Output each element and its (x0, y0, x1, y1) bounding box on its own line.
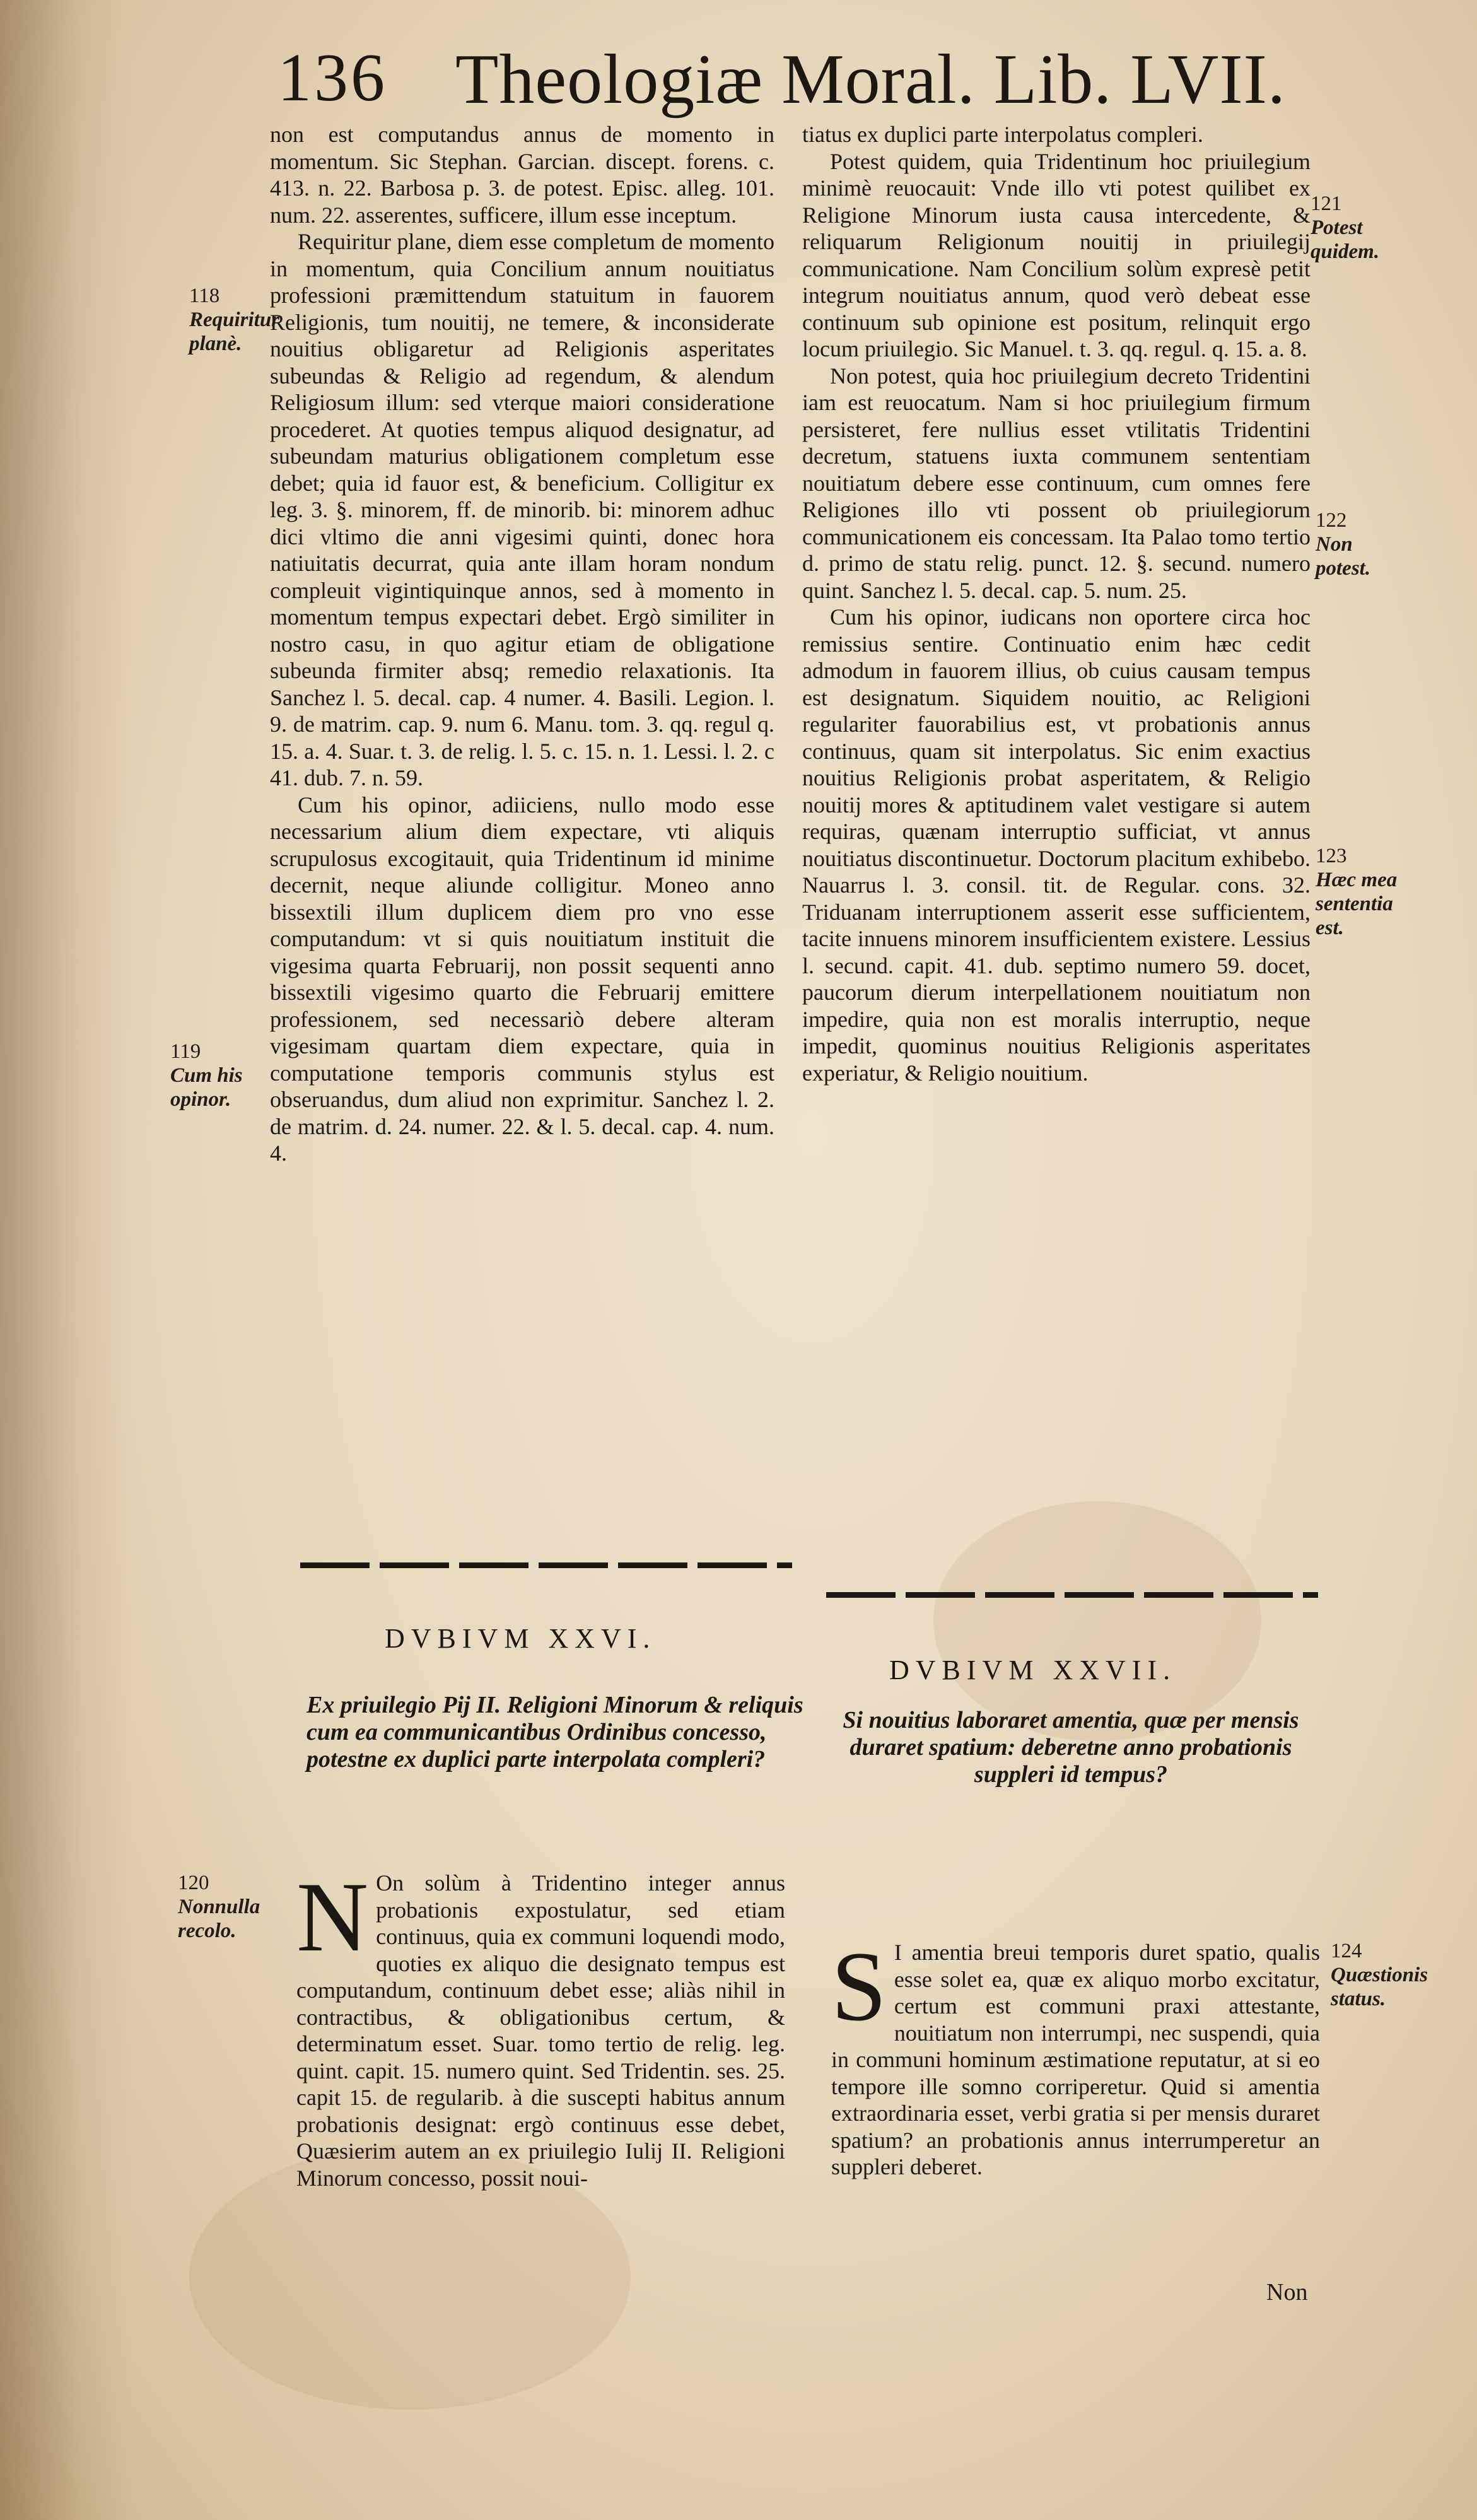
drop-cap: S (831, 1931, 887, 2042)
gutter-shadow (0, 0, 132, 2520)
dubium-27-question: Si nouitius laboraret amentia, quæ per mensis duraret spatium: deberetne anno probationis suppleri id tempus? (843, 1707, 1299, 1788)
margin-note-number: 124 (1331, 1940, 1362, 1962)
paper-stain (933, 1501, 1261, 1741)
margin-note-text: Potest quidem. (1311, 216, 1380, 263)
paragraph: Cum his opinor, iudicans non oportere circa hoc remissius sentire. Continuatio enim hæc cedit admodum in fauorem illius, ob cuius causam tempus est designatum. Siquidem nouitio, ac Religioni regulariter fauorabilius est, vt probationis annus continuus, quam sit interpolatus. Sic enim exactius nouitius Religionis probat asperitatem, & Religio nouitij mores & aptitudinem valet vestigare si autem requiras, quænam interruptio sufficiat, vt annus nouitiatus discontinuetur. Doctorum placitum exhibebo. Nauarrus l. 3. consil. tit. de Regular. cons. 32. Triduanam interruptionem asserit esse sufficientem, tacite innuens minorem insufficientem existere. Lessius l. secund. capit. 41. dub. septimo numero 59. docet, paucorum dierum interpellationem nouitiatum non impedire, quia non est moralis interruptio, neque impedit, quominus nouitius Religionis asperitates experiatur, & Religio nouitium. (802, 604, 1311, 1086)
margin-note-118 (189, 284, 280, 356)
paragraph: Cum his opinor, adiiciens, nullo modo esse necessarium alium diem expectare, vti aliquis scrupulosus excogitauit, quia Tridentinum id minime decernit, neque aliunde colligitur. Moneo anno bissextili illum duplicem diem pro vno esse computandum: vt si quis nouitiatum instituit die vigesima quarta Februarij, non possit sequenti anno bissextili vigesimo quarto die Februarij emittere professionem, sed necessariò debere alteram vigesimam quartam diem expectare, quia in computatione temporis communis stylus est obseruandus, dum aliud non exprimitur. Sanchez l. 2. de matrim. d. 24. numer. 22. & l. 5. decal. cap. 4. num. 4. (270, 792, 774, 1166)
page-header (277, 39, 1287, 121)
drop-cap: N (296, 1862, 369, 1972)
section-rule-left (300, 1562, 792, 1568)
catchword: Non (1266, 2279, 1308, 2306)
dubium-26-text: On solùm à Tridentino integer annus probationis expostulatur, sed etiam continuus, quia ex communi loquendi modo, quoties ex aliquo die designato tempus est computandum, continuum debet esse; aliàs nihil in contractibus, & obligationibus certum, & determinatum esset. Suar. tomo tertio de relig. leg. quint. capit. 15. numero quint. Sed Tridentin. ses. 25. capit 15. de regularib. à die suscepti habitus annum probationis designat: ergò continuus esse debet, Quæsierim autem an ex priuilegio Iulij II. Religioni Minorum concesso, possit noui- (296, 1870, 785, 2191)
page-number: 136 (277, 40, 387, 115)
margin-note-text: Requiritur planè. (189, 308, 280, 355)
left-column-top (270, 121, 774, 1167)
running-title: Theologiæ Moral. Lib. LVII. (455, 40, 1286, 119)
dubium-26-title: DVBIVM XXVI. (385, 1623, 657, 1654)
margin-note-number: 121 (1311, 192, 1342, 215)
dubium-27-title: DVBIVM XXVII. (889, 1655, 1177, 1685)
margin-note-122 (1316, 508, 1410, 580)
margin-note-119 (170, 1040, 265, 1111)
paragraph: Requiritur plane, diem esse completum de momento in momentum, quia Concilium annum nouitiatus professioni præmittendum statuitum in fauorem Religionis, tum nouitij, ne temere, & inconsiderate nouitius obligaretur ad Religionis asperitates subeundas & Religio ad regendum, & alendum Religiosum illum: sed vterque maiori consideratione procederet. At quoties tempus aliquod designatur, ad subeundam maturius obligationem completum esse debet; quia id fauor est, & beneficium. Colligitur ex leg. 3. §. minorem, ff. de minorib. bi: minorem adhuc dici vltimo die anni vigesimi quinti, donec hora natiuitatis decurrat, quia ante illam horam nondum compleuit vigintiquinque annos, sed à momento in momentum tempus expectari debet. Ergò similiter in nostro casu, in quo agitur etiam de obligatione subeunda firmiter absq; remedio relaxationis. Ita Sanchez l. 5. decal. cap. 4 numer. 4. Basili. Legion. l. 9. de matrim. cap. 9. num 6. Manu. tom. 3. qq. regul q. 15. a. 4. Suar. t. 3. de relig. l. 5. c. 15. n. 1. Lessi. l. 2. c 41. dub. 7. n. 59. (270, 229, 774, 790)
margin-note-text: Cum his opinor. (170, 1064, 243, 1111)
margin-note-number: 122 (1316, 509, 1347, 532)
margin-note-120 (178, 1871, 279, 1943)
dubium-27-text: I amentia breui temporis duret spatio, qualis esse solet ea, quæ ex aliquo morbo excitatur, certum est communi praxi attestante, nouitiatum non interrumpi, nec suspendi, quia in communi hominum æstimatione reputatur, at si eo tempore ille somno corriperetur. Quid si amentia extraordinaria esset, verbi gratia si per mensis duraret spatium? an probationis annus interrumperetur an suppleri deberet. (831, 1940, 1320, 2179)
section-rule-right (826, 1592, 1318, 1598)
margin-note-text: Hæc mea sententia est. (1316, 869, 1398, 939)
margin-note-number: 120 (178, 1872, 209, 1894)
right-column-top (802, 121, 1311, 1086)
margin-note-text: Non potest. (1316, 533, 1371, 580)
dubium-26-body (296, 1862, 785, 2191)
margin-note-121 (1311, 192, 1424, 264)
paragraph: Non potest, quia hoc priuilegium decreto Tridentini iam est reuocatum. Nam si hoc priuilegium firmum persisteret, fere nullius esset vtilitatis Tridentini decretum, statuens iuxta communem sententiam nouitiatum debere esse continuum, cum omnes fere Religiones illo vti possent ob priuilegiorum communicationem eis concessam. Ita Palao tomo tertio d. primo de statu relig. punct. 12. §. secund. numero quint. Sanchez l. 5. decal. cap. 5. num. 25. (802, 363, 1311, 603)
dubium-27-body (831, 1931, 1320, 2181)
dubium-26-question: Ex priuilegio Pij II. Religioni Minorum & reliquis cum ea communicantibus Ordinibus concesso, potestne ex duplici parte interpolata compleri? (306, 1692, 803, 1773)
margin-note-124 (1331, 1939, 1432, 2011)
margin-note-number: 118 (189, 284, 220, 307)
paragraph: non est computandus annus de momento in momentum. Sic Stephan. Garcian. discept. forens. c. 413. n. 22. Barbosa p. 3. de potest. Episc. alleg. 101. num. 22. asserentes, sufficere, illum esse inceptum. (270, 122, 774, 228)
margin-note-number: 119 (170, 1040, 201, 1063)
margin-note-123 (1316, 844, 1416, 940)
margin-note-text: Quæstionis status. (1331, 1964, 1428, 2010)
paragraph: tiatus ex duplici parte interpolatus compleri. (802, 122, 1203, 147)
paragraph: Potest quidem, quia Tridentinum hoc priuilegium minimè reuocauit: Vnde illo vti potest quilibet ex Religione Minorum iusta causa intercedente, & reliquarum Religionum nouitij in priuilegij communicatione. Nam Concilium solùm expresè petit integrum nouitiatus annum, quod verò debeat esse continuum sub opinione est positum, relinquit ergo locum priuilegio. Sic Manuel. t. 3. qq. regul. q. 15. a. 8. (802, 148, 1311, 361)
margin-note-number: 123 (1316, 845, 1347, 867)
margin-note-text: Nonnulla recolo. (178, 1896, 260, 1942)
